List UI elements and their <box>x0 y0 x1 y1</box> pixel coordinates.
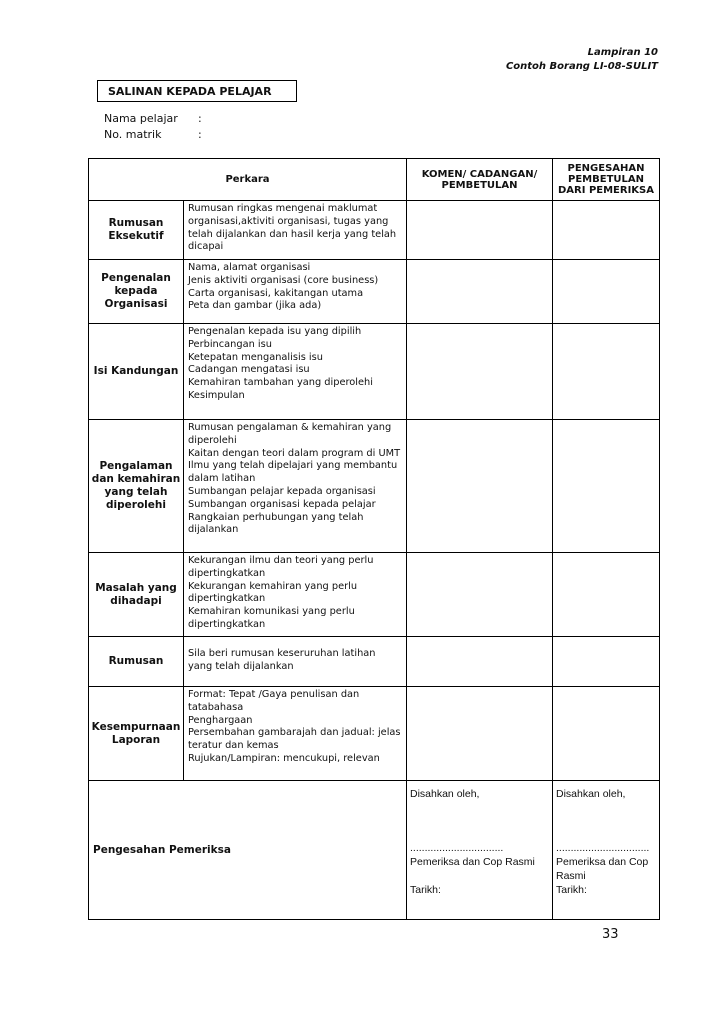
list-item: Kekurangan kemahiran yang perlu dipertingkatkan <box>188 580 358 605</box>
pemeriksa-cop-label: Pemeriksa dan Cop Rasmi <box>410 856 535 868</box>
pengesahan-cell[interactable] <box>553 420 660 553</box>
row-label-masalah: Masalah yang dihadapi <box>89 553 184 637</box>
signature-dots: ................................ <box>556 842 650 854</box>
pengesahan-cell[interactable] <box>553 687 660 781</box>
pengesahan-cell[interactable] <box>553 553 660 637</box>
list-item: Perbincangan isu <box>188 338 272 350</box>
header-perkara: Perkara <box>89 159 407 201</box>
matrik-colon: : <box>198 128 202 141</box>
komen-cell[interactable] <box>407 260 553 324</box>
disahkan-oleh: Disahkan oleh, <box>556 788 626 800</box>
row-label-pengenalan: Pengenalan kepada Organisasi <box>89 260 184 324</box>
list-item: Carta organisasi, kakitangan utama <box>188 287 364 299</box>
row-items <box>184 260 407 324</box>
salinan-box: SALINAN KEPADA PELAJAR <box>97 80 297 102</box>
row-label-rumusan-eksekutif: Rumusan Eksekutif <box>89 201 184 260</box>
pengesahan-cell[interactable] <box>553 324 660 420</box>
row-items <box>184 637 407 687</box>
no-matrik-label: No. matrik <box>104 128 162 141</box>
pemeriksa-cop-label: Pemeriksa dan Cop Rasmi <box>556 856 649 882</box>
list-item: Cadangan mengatasi isu <box>188 364 310 376</box>
list-item: Sila beri rumusan keseruruhan latihan yang telah dijalankan <box>188 648 376 672</box>
row-label-kesempurnaan: Kesempurnaan Laporan <box>89 687 184 781</box>
list-item: Peta dan gambar (jika ada) <box>188 300 322 312</box>
list-item: Format: Tepat /Gaya penulisan dan tatabahasa <box>188 689 360 713</box>
row-items <box>184 201 407 260</box>
komen-cell[interactable] <box>407 324 553 420</box>
list-item: Kaitan dengan teori dalam program di UMT <box>188 447 401 459</box>
signature-dots: ................................ <box>410 842 504 854</box>
header-komen: KOMEN/ CADANGAN/ PEMBETULAN <box>407 159 553 201</box>
komen-cell[interactable] <box>407 637 553 687</box>
signature-col-1[interactable] <box>407 781 553 920</box>
row-label-isi-kandungan: Isi Kandungan <box>89 324 184 420</box>
no-matrik-line <box>104 128 202 141</box>
page-number: 33 <box>602 927 619 942</box>
table-row <box>89 201 660 260</box>
form-code-label: Contoh Borang LI-08-SULIT <box>505 61 658 72</box>
list-item: Rujukan/Lampiran: mencukupi, relevan <box>188 752 380 764</box>
row-items <box>184 553 407 637</box>
list-item: Jenis aktiviti organisasi (core business) <box>188 274 379 286</box>
table-header-row <box>89 159 660 201</box>
row-label-pengalaman: Pengalaman dan kemahiran yang telah diperolehi <box>89 420 184 553</box>
row-items <box>184 687 407 781</box>
row-label-rumusan: Rumusan <box>89 637 184 687</box>
list-item: Nama, alamat organisasi <box>188 262 311 273</box>
row-items <box>184 420 407 553</box>
table-row <box>89 687 660 781</box>
signature-col-2[interactable] <box>553 781 660 920</box>
pengesahan-cell[interactable] <box>553 260 660 324</box>
lampiran-label: Lampiran 10 <box>587 47 658 58</box>
list-item: Sumbangan pelajar kepada organisasi <box>188 485 376 497</box>
nama-colon: : <box>198 112 202 125</box>
disahkan-oleh: Disahkan oleh, <box>410 788 480 800</box>
header-pengesahan: PENGESAHAN PEMBETULAN DARI PEMERIKSA <box>553 159 660 201</box>
list-item: Kesimpulan <box>188 389 245 401</box>
list-item: Penghargaan <box>188 714 253 726</box>
list-item: Rangkaian perhubungan yang telah dijalankan <box>188 511 364 536</box>
table-row <box>89 324 660 420</box>
komen-cell[interactable] <box>407 553 553 637</box>
list-item: Sumbangan organisasi kepada pelajar <box>188 498 376 510</box>
komen-cell[interactable] <box>407 420 553 553</box>
evaluation-table <box>88 158 660 920</box>
table-row <box>89 420 660 553</box>
list-item: Persembahan gambarajah dan jadual: jelas teratur dan kemas <box>188 727 401 752</box>
row-items <box>184 324 407 420</box>
list-item: Ilmu yang telah dipelajari yang membantu dalam latihan <box>188 460 398 485</box>
list-item: Pengenalan kepada isu yang dipilih <box>188 326 362 337</box>
list-item: Kemahiran komunikasi yang perlu dipertingkatkan <box>188 606 355 630</box>
table-row <box>89 260 660 324</box>
komen-cell[interactable] <box>407 687 553 781</box>
pengesahan-cell[interactable] <box>553 201 660 260</box>
tarikh-label: Tarikh: <box>556 884 587 896</box>
signature-row <box>89 781 660 920</box>
table-row <box>89 553 660 637</box>
tarikh-label: Tarikh: <box>410 884 441 896</box>
pengesahan-cell[interactable] <box>553 637 660 687</box>
list-item: Ketepatan menganalisis isu <box>188 351 323 363</box>
list-item: Rumusan pengalaman & kemahiran yang diperolehi <box>188 422 392 446</box>
table-row <box>89 637 660 687</box>
list-item: Kemahiran tambahan yang diperolehi <box>188 377 373 389</box>
nama-pelajar-line <box>104 112 202 125</box>
pengesahan-pemeriksa-label: Pengesahan Pemeriksa <box>89 781 407 920</box>
komen-cell[interactable] <box>407 201 553 260</box>
list-item: Kekurangan ilmu dan teori yang perlu dipertingkatkan <box>188 555 374 579</box>
list-item: Rumusan ringkas mengenai maklumat organisasi,aktiviti organisasi, tugas yang telah dijalankan dan hasil kerja yang telah dicapai <box>188 203 397 253</box>
nama-pelajar-label: Nama pelajar <box>104 112 178 125</box>
